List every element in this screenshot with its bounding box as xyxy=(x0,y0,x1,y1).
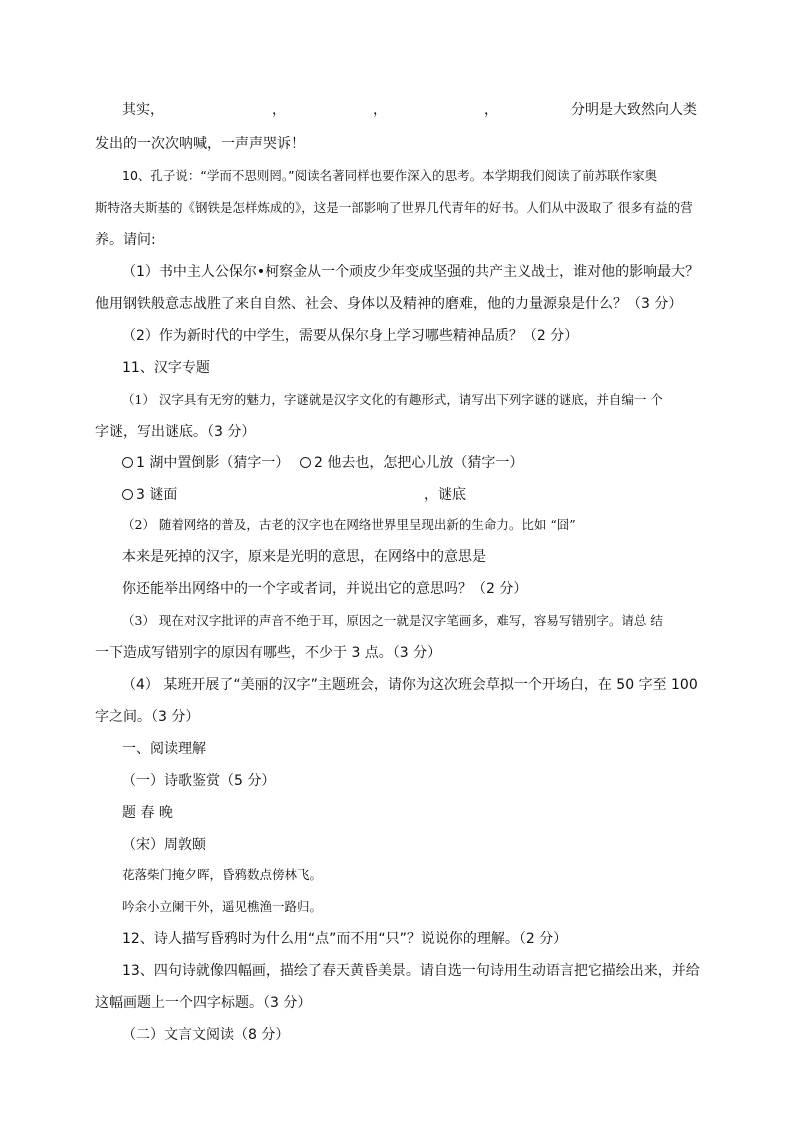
section-classical-chinese-heading: （二）文言文阅读（8 分） xyxy=(122,1027,290,1043)
line-2: 发出的一次次呐喊，一声声哭诉！ xyxy=(95,136,305,152)
riddle-3-text: 3 谜面 xyxy=(136,487,178,503)
riddle-3 xyxy=(122,486,177,504)
riddle-1 xyxy=(122,454,289,472)
section-reading-heading: 一、阅读理解 xyxy=(122,741,206,757)
question-10-1-line-1: （1）书中主人公保尔•柯察金从一个顽皮少年变成坚强的共产主义战士，谁对他的影响最大？ xyxy=(122,264,700,280)
question-10-line-2: 斯特洛夫斯基的《钢铁是怎样炼成的》，这是一部影响了世界几代青年的好书。人们从中汲取了 很多有益的营 xyxy=(95,200,693,215)
circle-bullet-icon xyxy=(300,457,311,468)
question-11-4-line-2: 字之间。（3 分） xyxy=(95,709,200,725)
line-1-comma-2: ， xyxy=(373,102,387,118)
line-1-end: 分明是大致然向人类 xyxy=(571,102,697,118)
question-11-2-line-2: 本来是死掉的汉字，原来是光明的意思，在网络中的意思是 xyxy=(122,549,486,565)
question-11-3-line-2: 一下造成写错别字的原因有哪些，不少于 3 点。（3 分） xyxy=(95,645,442,661)
question-10-line-1: 10、孔子说：“学而不思则罔。”阅读名著同样也要作深入的思考。本学期我们阅读了前苏联作家奥 xyxy=(122,168,658,183)
poem-title: 题 春 晚 xyxy=(122,805,173,821)
question-10-1-line-2: 他用钢铁般意志战胜了来自自然、社会、身体以及精神的磨难，他的力量源泉是什么？（3 分） xyxy=(95,296,683,312)
line-1-start: 其实， xyxy=(122,102,164,118)
question-12: 12、诗人描写昏鸦时为什么用“点”而不用“只”？说说你的理解。（2 分） xyxy=(122,931,568,947)
question-11-heading: 11、汉字专题 xyxy=(122,360,210,376)
poem-line-1: 花落柴门掩夕晖，昏鸦数点傍林飞。 xyxy=(122,867,323,882)
question-11-1-line-1: （1） 汉字具有无穷的魅力，字谜就是汉字文化的有趣形式，请写出下列字谜的谜底，并自编一 个 xyxy=(122,392,663,407)
line-1-comma-1: ， xyxy=(272,102,286,118)
question-13-line-2: 这幅画题上一个四字标题。（3 分） xyxy=(95,995,312,1011)
question-10-line-3: 养。请问: xyxy=(95,232,156,248)
section-poetry-heading: （一）诗歌鉴赏（5 分） xyxy=(122,773,276,789)
riddle-3-answer-label: ，谜底 xyxy=(424,487,466,503)
circle-bullet-icon xyxy=(122,489,133,500)
poem-author: （宋）周敦颐 xyxy=(122,837,206,853)
question-11-2-line-1: （2） 随着网络的普及，古老的汉字也在网络世界里呈现出新的生命力。比如 “囧” xyxy=(122,517,576,532)
question-11-3-line-1: （3） 现在对汉字批评的声音不绝于耳，原因之一就是汉字笔画多，难写，容易写错别字。请总 结 xyxy=(122,613,663,628)
line-1-comma-3: ， xyxy=(484,102,498,118)
question-11-2-line-3: 你还能举出网络中的一个字或者词，并说出它的意思吗？（2 分） xyxy=(122,581,528,597)
question-11-4-line-1: （4） 某班开展了“美丽的汉字”主题班会，请你为这次班会草拟一个开场白，在 50 字至 100 xyxy=(122,677,698,693)
riddle-2-text: 2 他去也，怎把心儿放（猜字一） xyxy=(314,455,524,471)
riddle-2 xyxy=(300,454,523,472)
riddle-1-text: 1 湖中置倒影（猜字一） xyxy=(136,455,290,471)
question-11-1-line-2: 字谜，写出谜底。（3 分） xyxy=(95,424,256,440)
question-13-line-1: 13、四句诗就像四幅画，描绘了春天黄昏美景。请自选一句诗用生动语言把它描绘出来，并给 xyxy=(122,963,700,979)
question-10-2: （2）作为新时代的中学生，需要从保尔身上学习哪些精神品质？（2 分） xyxy=(122,328,579,344)
circle-bullet-icon xyxy=(122,457,133,468)
poem-line-2: 吟余小立阑干外，遥见樵渔一路归。 xyxy=(122,899,323,914)
